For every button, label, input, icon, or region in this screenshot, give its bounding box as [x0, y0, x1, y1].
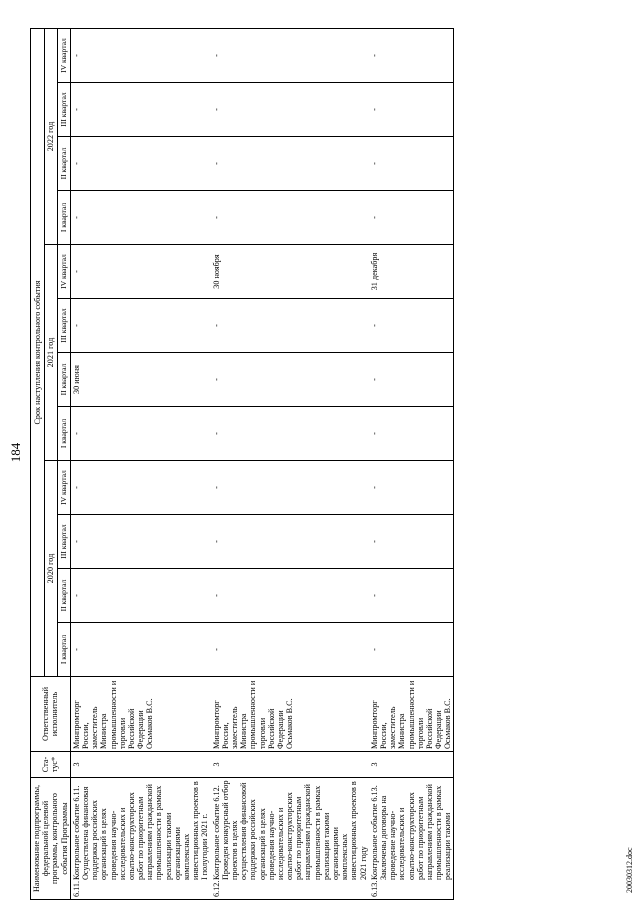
- event-number: 6.11.: [71, 880, 81, 897]
- document-id: 20030312.doc: [625, 847, 634, 893]
- quarter-header-cell: II квартал: [58, 137, 71, 191]
- header-responsible: Ответственный исполнитель: [31, 677, 71, 752]
- deadline-cell: -: [369, 299, 454, 353]
- quarter-header-cell: II квартал: [58, 569, 71, 623]
- header-year-2022: 2022 год: [44, 28, 58, 244]
- deadline-cell: -: [369, 137, 454, 191]
- header-year-2021: 2021 год: [44, 245, 58, 461]
- quarter-header-cell: I квартал: [58, 407, 71, 461]
- header-name: Наименование подпрограммы, федеральной целевой программы, контрольного события Программы: [31, 778, 71, 900]
- deadline-cell: -: [70, 569, 210, 623]
- event-status-cell: 3: [211, 752, 369, 778]
- quarter-header-cell: IV квартал: [58, 28, 71, 82]
- deadline-cell: -: [70, 407, 210, 461]
- event-name-cell: [211, 778, 369, 900]
- event-name-cell: [70, 778, 210, 900]
- event-name-cell: [369, 778, 454, 900]
- event-description: Контрольное событие 6.13. Заключены договоры на проведение научно-исследовательских и опытно-конструкторских работ по приоритетным направлениям гражданской промышленности в рамках реализации такими: [369, 784, 453, 880]
- deadline-cell: -: [211, 191, 369, 245]
- deadline-cell: 31 декабря: [369, 245, 454, 299]
- deadline-cell: -: [369, 461, 454, 515]
- responsible-cell: Минпромторг России, заместитель Министра промышленности и торговли Российской Федерации Осьмаков В.С.: [70, 677, 210, 752]
- deadline-cell: -: [211, 461, 369, 515]
- deadline-cell: -: [211, 407, 369, 461]
- deadline-cell: -: [369, 569, 454, 623]
- quarter-header-cell: II квартал: [58, 353, 71, 407]
- quarter-header-cell: III квартал: [58, 299, 71, 353]
- deadline-cell: -: [369, 83, 454, 137]
- deadline-cell: -: [211, 83, 369, 137]
- control-events-table: [30, 28, 454, 900]
- deadline-cell: -: [369, 515, 454, 569]
- table-row: [70, 28, 210, 899]
- table-row: [211, 28, 369, 899]
- deadline-cell: 30 июня: [70, 353, 210, 407]
- header-year-2020: 2020 год: [44, 461, 58, 677]
- deadline-cell: -: [211, 569, 369, 623]
- deadline-cell: -: [211, 353, 369, 407]
- deadline-cell: -: [369, 407, 454, 461]
- deadline-cell: -: [369, 353, 454, 407]
- event-status-cell: 3: [70, 752, 210, 778]
- responsible-cell: Минпромторг России, заместитель Министра промышленности и торговли Российской Федерации Осьмаков В.С.: [369, 677, 454, 752]
- quarter-header-cell: III квартал: [58, 83, 71, 137]
- quarter-header-cell: IV квартал: [58, 461, 71, 515]
- deadline-cell: -: [70, 28, 210, 82]
- deadline-cell: -: [211, 137, 369, 191]
- quarter-header-cell: III квартал: [58, 515, 71, 569]
- quarter-header-cell: I квартал: [58, 623, 71, 677]
- deadline-cell: -: [70, 299, 210, 353]
- table-body: [70, 28, 454, 899]
- table-row: [369, 28, 454, 899]
- deadline-cell: -: [369, 28, 454, 82]
- deadline-cell: -: [70, 137, 210, 191]
- page-number: 184: [8, 442, 23, 463]
- deadline-cell: -: [211, 28, 369, 82]
- header-deadline: Срок наступления контрольного события: [31, 28, 45, 676]
- quarter-header-cell: I квартал: [58, 191, 71, 245]
- deadline-cell: -: [70, 245, 210, 299]
- deadline-cell: -: [211, 299, 369, 353]
- deadline-cell: 30 ноября: [211, 245, 369, 299]
- deadline-cell: -: [70, 83, 210, 137]
- event-description: Контрольное событие 6.11. Осуществлена финансовая поддержка российских организаций в целях проведения научно-исследовательских и опытно-конструкторских работ по приоритетным направлениям гражданской промышленности в рамках реализации такими организациями комплексных инвестиционных проектов в I полугодии 2021 г.: [71, 781, 210, 880]
- deadline-cell: -: [70, 191, 210, 245]
- deadline-cell: -: [70, 623, 210, 677]
- deadline-cell: -: [211, 623, 369, 677]
- responsible-cell: Минпромторг России, заместитель Министра промышленности и торговли Российской Федерации Осьмаков В.С.: [211, 677, 369, 752]
- header-status: Ста-тус*: [31, 752, 71, 778]
- deadline-cell: -: [369, 623, 454, 677]
- event-number: 6.13.: [369, 880, 379, 897]
- deadline-cell: -: [211, 515, 369, 569]
- event-number: 6.12.: [211, 880, 221, 897]
- quarter-header-cell: IV квартал: [58, 245, 71, 299]
- deadline-cell: -: [70, 515, 210, 569]
- event-description: Контрольное событие 6.12. Проведен конкурсный отбор проектов в целях осуществления финансовой поддержки российских организаций в целях проведения научно-исследовательских и опытно-конструкторских работ по приоритетным направлениям гражданской промышленности в рамках реализации такими организациями комплексных инвестиционных проектов в 2021 году: [211, 780, 368, 880]
- deadline-cell: -: [70, 461, 210, 515]
- event-status-cell: 3: [369, 752, 454, 778]
- deadline-cell: -: [369, 191, 454, 245]
